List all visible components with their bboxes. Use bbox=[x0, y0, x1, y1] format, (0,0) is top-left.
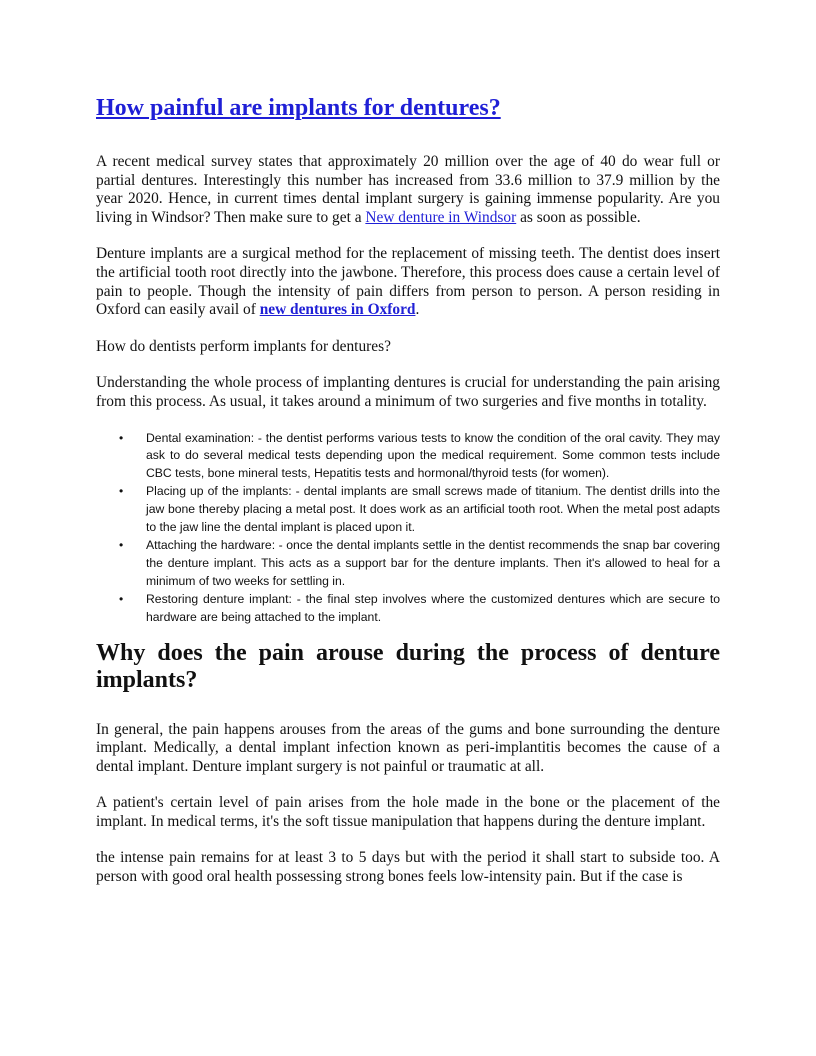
process-paragraph: Understanding the whole process of implanting dentures is crucial for understanding the pain arising from this process. As usual, it takes around a minimum of two surgeries and five months in totality. bbox=[96, 374, 720, 410]
page-title bbox=[96, 92, 720, 124]
section-heading: Why does the pain arouse during the process of denture implants? bbox=[96, 639, 720, 693]
windsor-denture-link[interactable]: New denture in Windsor bbox=[365, 208, 517, 226]
implant-method-tail: . bbox=[415, 301, 420, 319]
bullet-icon: • bbox=[119, 537, 124, 552]
bullet-icon: • bbox=[119, 484, 124, 499]
pain-source-paragraph: In general, the pain happens arouses from the areas of the gums and bone surrounding the denture implant. Medically, a dental implant infection known as peri-implantitis becomes the cause of a dental implant. Denture implant surgery is not painful or traumatic at all. bbox=[96, 720, 720, 775]
list-item bbox=[119, 591, 720, 627]
title-link[interactable]: How painful are implants for dentures? bbox=[96, 95, 501, 121]
intro-paragraph bbox=[96, 153, 720, 227]
bullet-icon: • bbox=[119, 591, 124, 606]
implant-method-text: Denture implants are a surgical method for the replacement of missing teeth. The dentist does insert the artificial tooth root directly into the jawbone. Therefore, this process does cause a certain level of pain to people. Though the intensity of pain differs from person to person. A person residing in Oxford can easily avail of bbox=[96, 245, 720, 319]
list-item-text: Placing up of the implants: - dental implants are small screws made of titanium. The dentist drills into the jaw bone thereby placing a metal post. It does work as an artificial tooth root. When the metal post adapts to the jaw line the dental implant is placed upon it. bbox=[146, 484, 720, 535]
procedure-question: How do dentists perform implants for dentures? bbox=[96, 337, 391, 355]
pain-cause-paragraph: A patient's certain level of pain arises from the hole made in the bone or the placement of the implant. In medical terms, it's the soft tissue manipulation that happens during the denture implant. bbox=[96, 794, 720, 830]
list-item-text: Dental examination: - the dentist performs various tests to know the condition of the oral cavity. They may ask to do several medical tests depending upon the medical requirement. Some common tests include CBC tests, bone mineral tests, Hepatitis tests and hormonal/thyroid tests (for women). bbox=[146, 430, 720, 481]
list-item-text: Restoring denture implant: - the final step involves where the customized dentures which are secure to hardware are being attached to the implant. bbox=[146, 591, 720, 624]
intro-tail: as soon as possible. bbox=[516, 208, 641, 226]
list-item bbox=[119, 537, 720, 591]
list-item bbox=[119, 430, 720, 484]
list-item bbox=[119, 483, 720, 537]
list-item-text: Attaching the hardware: - once the dental implants settle in the dentist recommends the snap bar covering the denture implant. This acts as a support bar for the denture implants. Then it's allowed to heal for a minimum of two weeks for settling in. bbox=[146, 537, 720, 588]
bullet-icon: • bbox=[119, 430, 124, 445]
intro-text: A recent medical survey states that approximately 20 million over the age of 40 do wear full or partial dentures. Interestingly this number has increased from 33.6 million to 37.9 million by the year 2020. Hence, in current times dental implant surgery is gaining immense popularity. Are you living in Windsor? Then make sure to get a bbox=[96, 153, 720, 226]
document-page bbox=[96, 92, 720, 905]
oxford-denture-link[interactable]: new dentures in Oxford bbox=[259, 301, 416, 319]
implant-method-paragraph bbox=[96, 245, 720, 319]
pain-duration-paragraph: the intense pain remains for at least 3 to 5 days but with the period it shall start to subside too. A person with good oral health possessing strong bones feels low-intensity pain. But if the case is bbox=[96, 849, 720, 886]
procedure-steps-list bbox=[96, 430, 720, 627]
